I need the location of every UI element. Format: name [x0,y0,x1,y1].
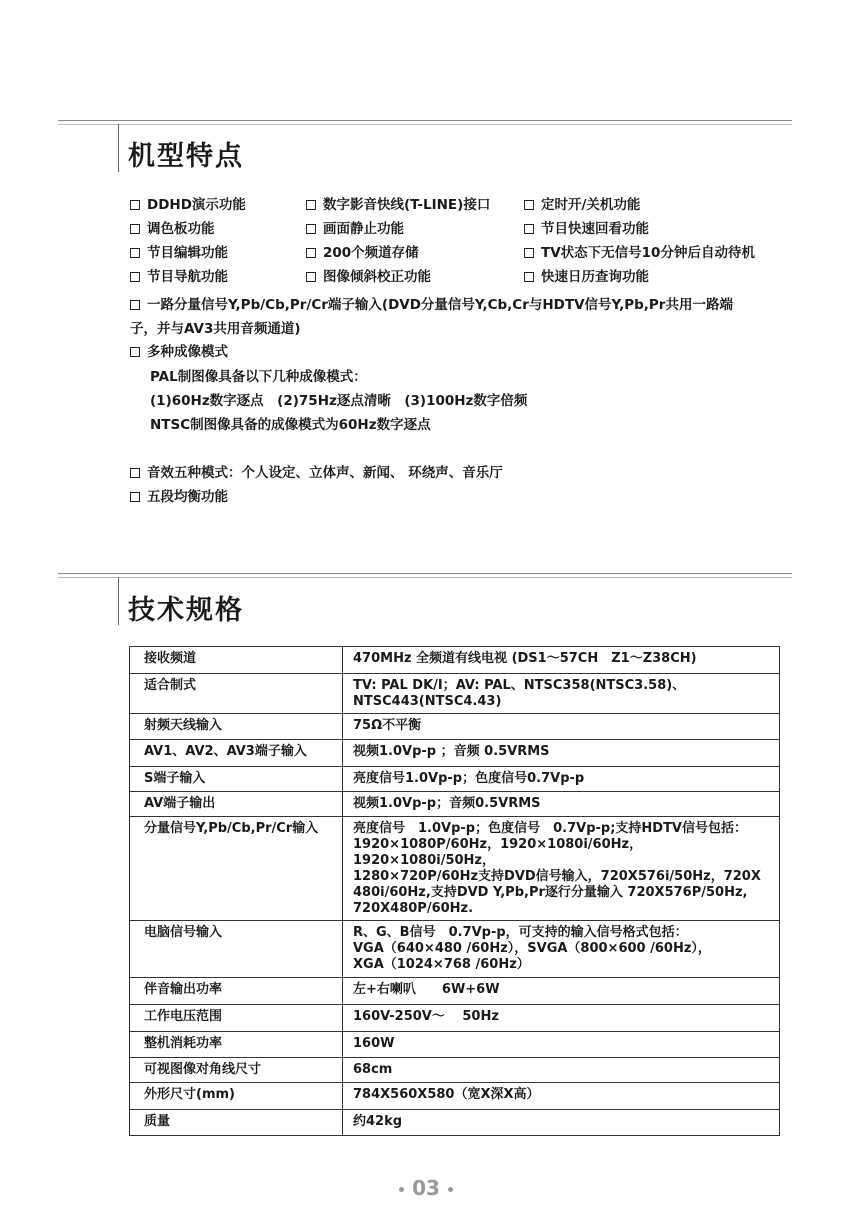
spec-value-line: 左+右喇叭 6W+6W [353,982,500,997]
spec-row [130,767,780,792]
feature-item: TV状态下无信号10分钟后自动待机 [524,241,755,261]
checkbox-icon [130,200,140,210]
spec-value [343,647,780,674]
spec-value [343,1110,780,1136]
specs-table [129,646,780,1136]
header-rule-bottom [58,124,792,125]
spec-value-line: 75Ω不平衡 [353,718,422,733]
spec-label: 整机消耗功率 [130,1032,343,1058]
spec-value [343,1005,780,1032]
spec-value [343,817,780,921]
feature-item: 定时开/关机功能 [524,193,640,213]
checkbox-icon [524,272,534,282]
feature-row [130,265,810,287]
spec-value-line: 视频1.0Vp-p ；音频 0.5VRMS [353,744,550,759]
spec-value-line: 约42kg [353,1114,403,1129]
feature-imaging-modes: 多种成像模式 [130,340,228,360]
spec-value-line: 亮度信号 1.0Vp-p；色度信号 0.7Vp-p;支持HDTV信号包括： [353,821,747,836]
spec-label: 伴音输出功率 [130,978,343,1005]
spec-value-line: NTSC443(NTSC4.43) [353,694,502,709]
spec-value-line: 160V-250V～ 50Hz [353,1009,499,1024]
feature-component-input: 一路分量信号Y,Pb/Cb,Pr/Cr端子输入(DVD分量信号Y,Cb,Cr与HDTV信号Y,Pb,Pr共用一路端 [130,293,733,313]
checkbox-icon [130,492,140,502]
spec-value-line: XGA（1024×768 /60Hz） [353,957,530,972]
checkbox-icon [130,248,140,258]
spec-label: 适合制式 [130,674,343,714]
spec-row [130,674,780,714]
header-vertical-bar [118,124,119,172]
feature-item: 图像倾斜校正功能 [306,265,431,285]
spec-row [130,740,780,767]
checkbox-icon [524,248,534,258]
feature-item: DDHD演示功能 [130,193,246,213]
spec-label: AV1、AV2、AV3端子输入 [130,740,343,767]
spec-value-line: 720X480P/60Hz. [353,901,474,916]
checkbox-icon [130,272,140,282]
feature-sound-modes: 音效五种模式：个人设定、立体声、新闻、 环绕声、音乐厅 [130,461,503,481]
feature-item: 节目导航功能 [130,265,228,285]
spec-value [343,1083,780,1110]
spec-value-line: VGA（640×480 /60Hz），SVGA（800×600 /60Hz）， [353,941,711,956]
spec-value [343,792,780,817]
feature-item: 快速日历查询功能 [524,265,649,285]
spec-value-line: TV: PAL DK/I；AV: PAL、NTSC358(NTSC3.58)、 [353,678,686,693]
spec-label: 工作电压范围 [130,1005,343,1032]
spec-value-line: 784X560X580（宽X深X高） [353,1087,540,1102]
feature-item: 节目快速回看功能 [524,217,649,237]
feature-item: 200个频道存储 [306,241,419,261]
spec-label: 分量信号Y,Pb/Cb,Pr/Cr输入 [130,817,343,921]
spec-label: 可视图像对角线尺寸 [130,1058,343,1083]
checkbox-icon [130,347,140,357]
spec-value-line: 视频1.0Vp-p；音频0.5VRMS [353,796,541,811]
feature-item: 画面静止功能 [306,217,404,237]
spec-label: S端子输入 [130,767,343,792]
spec-label: AV端子输出 [130,792,343,817]
spec-row [130,647,780,674]
feature-component-input-cont: 子，并与AV3共用音频通道) [130,321,301,337]
spec-row [130,1005,780,1032]
spec-value [343,1032,780,1058]
spec-value-line: 1280×720P/60Hz支持DVD信号输入，720X576i/50Hz，720X [353,869,761,884]
feature-row [130,193,810,215]
spec-value [343,1058,780,1083]
checkbox-icon [130,300,140,310]
spec-row [130,1032,780,1058]
page-number: 03 [0,1176,852,1200]
spec-label: 质量 [130,1110,343,1136]
feature-item: 节目编辑功能 [130,241,228,261]
features-title: 机型特点 [128,141,244,172]
header-rule-top [58,573,792,574]
imaging-mode-line: PAL制图像具备以下几种成像模式： [150,369,367,385]
checkbox-icon [524,224,534,234]
spec-label: 接收频道 [130,647,343,674]
feature-item: 数字影音快线(T-LINE)接口 [306,193,490,213]
dot-icon [448,1187,453,1192]
feature-item: 调色板功能 [130,217,215,237]
checkbox-icon [306,200,316,210]
spec-row [130,817,780,921]
spec-value [343,767,780,792]
spec-row [130,1110,780,1136]
spec-row [130,714,780,740]
checkbox-icon [306,224,316,234]
checkbox-icon [524,200,534,210]
checkbox-icon [306,272,316,282]
spec-row [130,792,780,817]
spec-value-line: 1920×1080P/60Hz，1920×1080i/60Hz，1920×1080i/50Hz， [353,837,643,868]
header-rule-top [58,120,792,121]
spec-row [130,978,780,1005]
spec-value [343,714,780,740]
spec-label: 电脑信号输入 [130,921,343,978]
spec-value [343,674,780,714]
feature-equalizer: 五段均衡功能 [130,485,228,505]
spec-value-line: 68cm [353,1062,393,1077]
feature-row [130,241,810,263]
checkbox-icon [130,224,140,234]
imaging-mode-line: NTSC制图像具备的成像模式为60Hz数字逐点 [150,417,431,433]
feature-row [130,217,810,239]
spec-value-line: 480i/60Hz,支持DVD Y,Pb,Pr逐行分量输入 720X576P/50Hz, [353,885,748,900]
spec-value [343,978,780,1005]
header-rule-bottom [58,577,792,578]
imaging-mode-line: (1)60Hz数字逐点 (2)75Hz逐点清晰 (3)100Hz数字倍频 [150,393,528,409]
spec-value [343,740,780,767]
checkbox-icon [306,248,316,258]
spec-row [130,1058,780,1083]
spec-value [343,921,780,978]
header-vertical-bar [118,577,119,625]
specs-title: 技术规格 [128,595,244,626]
spec-value-line: R、G、B信号 0.7Vp-p，可支持的输入信号格式包括： [353,925,688,940]
spec-value-line: 470MHz 全频道有线电视 (DS1～57CH Z1～Z38CH) [353,651,697,666]
spec-row [130,921,780,978]
spec-label: 射频天线输入 [130,714,343,740]
dot-icon [399,1187,404,1192]
spec-value-line: 亮度信号1.0Vp-p；色度信号0.7Vp-p [353,771,585,786]
spec-value-line: 160W [353,1036,395,1051]
checkbox-icon [130,468,140,478]
spec-label: 外形尺寸(mm) [130,1083,343,1110]
spec-row [130,1083,780,1110]
